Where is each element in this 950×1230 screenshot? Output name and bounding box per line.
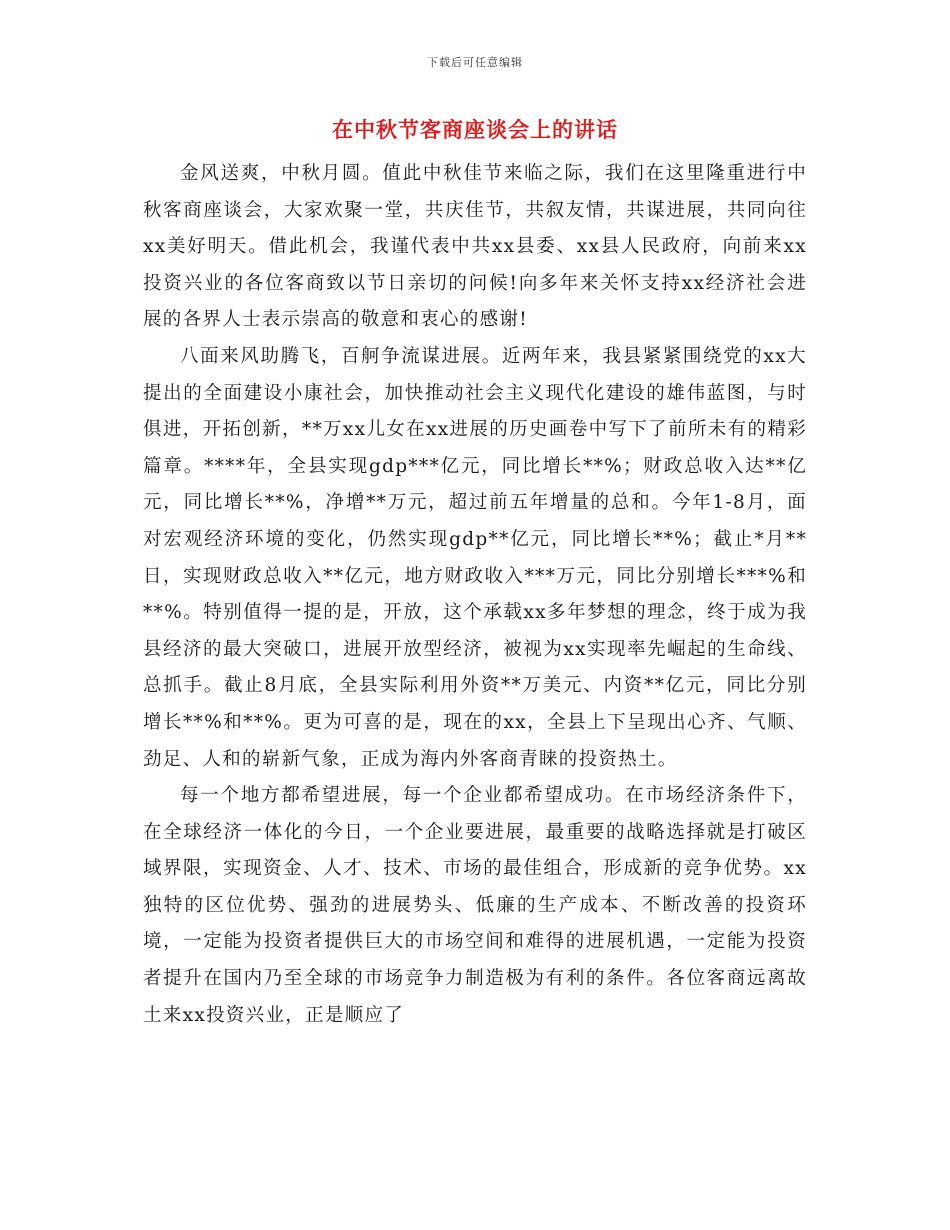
document-body: [143, 156, 807, 1034]
paragraph-3: 每一个地方都希望进展，每一个企业都希望成功。在市场经济条件下，在全球经济一体化的今日，一个企业要进展，最重要的战略选择就是打破区域界限，实现资金、人才、技术、市场的最佳组合，形成新的竞争优势。xx独特的区位优势、强劲的进展势头、低廉的生产成本、不断改善的投资环境，一定能为投资者提供巨大的市场空间和难得的进展机遇，一定能为投资者提升在国内乃至全球的市场竞争力制造极为有利的条件。各位客商远离故土来xx投资兴业，正是顺应了: [143, 785, 807, 1026]
document-title: 在中秋节客商座谈会上的讲话: [332, 117, 618, 142]
paragraph-2: 八面来风助腾飞，百舸争流谋进展。近两年来，我县紧紧围绕党的xx大提出的全面建设小康社会，加快推动社会主义现代化建设的雄伟蓝图，与时俱进，开拓创新，**万xx儿女在xx进展的历史画卷中写下了前所未有的精彩篇章。****年，全县实现gdp***亿元，同比增长**%；财政总收入达**亿元，同比增长**%，净增**万元，超过前五年增量的总和。今年1-8月，面对宏观经济环境的变化，仍然实现gdp**亿元，同比增长**%；截止*月**日，实现财政总收入**亿元，地方财政收入***万元，同比分别增长***%和**%。特别值得一提的是，开放，这个承载xx多年梦想的理念，终于成为我县经济的最大突破口，进展开放型经济，被视为xx实现率先崛起的生命线、总抓手。截止8月底，全县实际利用外资**万美元、内资**亿元，同比分别增长**%和**%。更为可喜的是，现在的xx，全县上下呈现出心齐、气顺、劲足、人和的崭新气象，正成为海内外客商青睐的投资热土。: [143, 345, 807, 770]
page-header-note: 下载后可任意编辑: [427, 56, 523, 69]
paragraph-1: 金风送爽，中秋月圆。值此中秋佳节来临之际，我们在这里隆重进行中秋客商座谈会，大家欢聚一堂，共庆佳节，共叙友情，共谋进展，共同向往xx美好明天。借此机会，我谨代表中共xx县委、xx县人民政府，向前来xx投资兴业的各位客商致以节日亲切的问候!向多年来关怀支持xx经济社会进展的各界人士表示崇高的敬意和衷心的感谢!: [143, 163, 807, 331]
